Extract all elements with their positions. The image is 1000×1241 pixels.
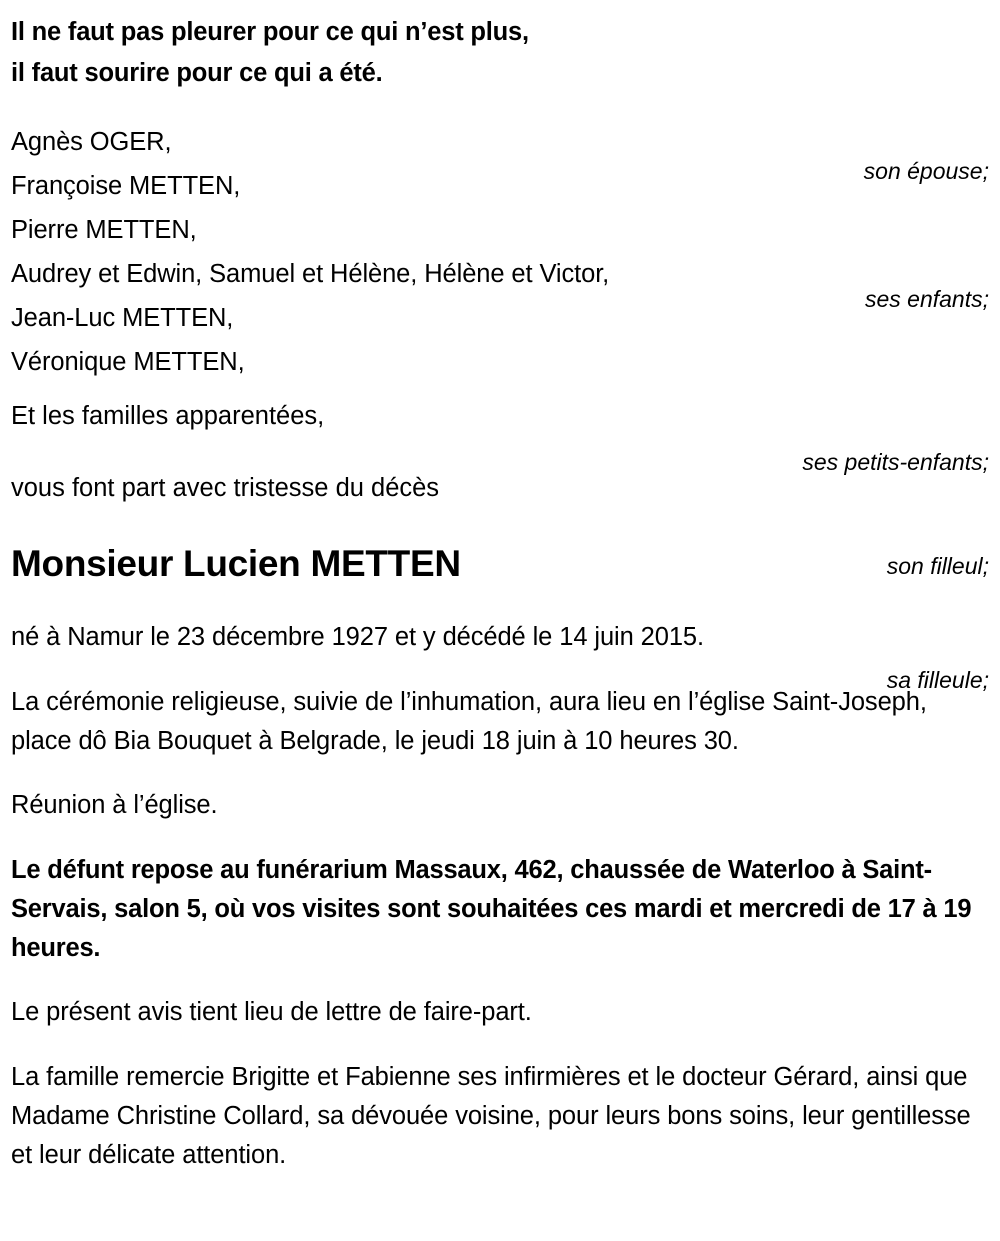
mourner-name: Audrey et Edwin, Samuel et Hélène, Hélène et Victor, [11,260,610,288]
mourner-names-goddaughter [11,340,989,384]
mourner-name: Françoise METTEN, [11,172,241,200]
relation-label-spouse: son épouse; [863,158,989,184]
mourner-names-grandchildren [11,252,989,296]
mourner-names-godson [11,296,989,340]
ceremony-paragraph: La cérémonie religieuse, suivie de l’inhumation, aura lieu en l’église Saint-Joseph, place dô Bia Bouquet à Belgrade, le jeudi 18 juin à 10 heures 30. [11,687,927,755]
relation-label-children: ses enfants; [864,286,989,312]
mourner-group-spouse [11,120,989,184]
announcement-lead: vous font part avec tristesse du décès [11,474,440,502]
epigraph [11,12,989,94]
mourners-closing-line: Et les familles apparentées, [11,402,325,430]
birth-death-line: né à Namur le 23 décembre 1927 et y décédé le 14 juin 2015. [11,623,704,651]
mourner-name: Véronique METTEN, [11,348,245,376]
epigraph-line-1: Il ne faut pas pleurer pour ce qui n’est plus, [11,18,529,46]
mourner-names-spouse [11,120,989,164]
mourner-name: Agnès OGER, [11,128,172,156]
details-block [11,618,989,1175]
notice-line: Le présent avis tient lieu de lettre de faire-part. [11,998,532,1026]
epigraph-line-2: il faut sourire pour ce qui a été. [11,59,383,87]
thanks-paragraph: La famille remercie Brigitte et Fabienne ses infirmières et le docteur Gérard, ainsi que Madame Christine Collard, sa dévouée voisine, pour leurs bons soins, leur gentillesse et leur délicate attention. [11,1062,971,1169]
mourner-names-children [11,164,989,252]
gathering-line: Réunion à l’église. [11,791,218,819]
relation-label-grandchildren: ses petits-enfants; [802,449,989,475]
mourner-name: Jean-Luc METTEN, [11,304,234,332]
relation-label-godson: son filleul; [886,553,989,579]
relation-label-goddaughter: sa filleule; [886,667,989,693]
mourner-name: Pierre METTEN, [11,216,197,244]
deceased-name: Monsieur Lucien METTEN [11,543,461,584]
funerarium-paragraph: Le défunt repose au funérarium Massaux, 462, chaussée de Waterloo à Saint-Servais, salon 5, où vos visites sont souhaitées ces mardi et mercredi de 17 à 19 heures. [11,855,972,962]
